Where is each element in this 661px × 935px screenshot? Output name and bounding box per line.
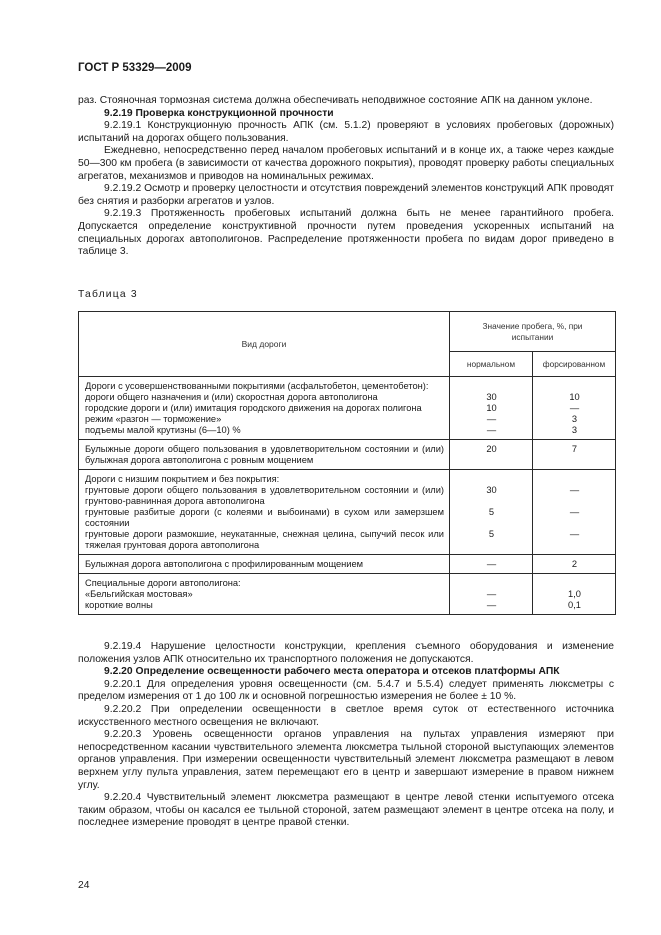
normal-value: — xyxy=(486,589,497,599)
normal-value: 30 xyxy=(486,485,497,495)
normal-value xyxy=(456,474,527,485)
paragraph: 9.2.19.1 Конструкционную прочность АПК (см. 5.1.2) проверяют в условиях пробеговых (дорожных) испытаний на дорогах общего пользования. xyxy=(78,120,614,144)
forced-value xyxy=(539,381,610,392)
forced-value: — xyxy=(569,485,580,495)
road-type-line: дороги общего назначения и (или) скоростная дорога автополигона xyxy=(85,392,378,402)
table-row xyxy=(79,470,616,555)
normal-value: 5 xyxy=(488,529,495,539)
forced-value: — xyxy=(569,507,580,517)
forced-value: 3 xyxy=(571,414,578,424)
normal-value-cell xyxy=(450,555,533,574)
upper-text-block xyxy=(78,95,614,259)
normal-value xyxy=(456,381,527,392)
road-type-line: Специальные дороги автополигона: xyxy=(85,578,241,588)
road-type-line: Дороги с усовершенствованными покрытиями (асфальтобетон, цементобетон): xyxy=(85,381,429,391)
road-type-line: Булыжные дороги общего пользования в удовлетворительном состоянии и (или) булыжная дорога автополигона с ровным мощением xyxy=(85,444,444,465)
road-type-line: грунтовые дороги размокшие, неукатанные, снежная целина, сыпучий песок или тяжелая грунтовая дорога автополигона xyxy=(85,529,444,550)
forced-value xyxy=(539,474,610,485)
road-type-line: грунтовые дороги общего пользования в удовлетворительном состоянии и (или) грунтово-равнинная дорога автополигона xyxy=(85,485,444,506)
road-type-line: Дороги с низшим покрытием и без покрытия: xyxy=(85,474,280,484)
road-type-cell xyxy=(79,574,450,615)
header-run-value: Значение пробега, %, при испытании xyxy=(450,312,616,352)
paragraph: 9.2.20.4 Чувствительный элемент люксметра размещают в центре левой стенки испытуемого отсека таким образом, чтобы он касался ее тыльной стороной, затем размещают элемент в центре отсека на полу, и последнее измерение проводят в центре правой стенки. xyxy=(78,792,614,829)
table-caption-word: Таблица xyxy=(78,289,127,300)
table-caption xyxy=(78,289,137,300)
lower-text-block xyxy=(78,641,614,830)
section-heading: 9.2.20 Определение освещенности рабочего места оператора и отсеков платформы АПК xyxy=(104,666,560,678)
normal-value-cell xyxy=(450,440,533,470)
forced-value-cell xyxy=(533,440,616,470)
paragraph: 9.2.19.4 Нарушение целостности конструкции, крепления съемного оборудования и изменение положения узлов АПК относительно их транспортного положения не допускаются. xyxy=(78,641,614,665)
forced-value-cell xyxy=(533,377,616,440)
road-type-line: Булыжная дорога автополигона с профилированным мощением xyxy=(85,559,364,569)
normal-value: — xyxy=(486,425,497,435)
forced-value: 1,0 xyxy=(568,589,581,599)
road-type-line: режим «разгон — торможение» xyxy=(85,414,222,424)
normal-value: — xyxy=(486,600,497,610)
normal-value-cell xyxy=(450,574,533,615)
page-number: 24 xyxy=(78,880,90,891)
standard-header: ГОСТ Р 53329—2009 xyxy=(78,62,192,74)
forced-value: — xyxy=(569,529,580,539)
table-row xyxy=(79,440,616,470)
header-normal: нормальном xyxy=(450,352,533,377)
forced-value: 3 xyxy=(571,425,578,435)
paragraph: 9.2.20.2 При определении освещенности в светлое время суток от естественного источника искусственного местного освещения не включают. xyxy=(78,703,614,728)
road-type-cell xyxy=(79,470,450,555)
forced-value-cell xyxy=(533,555,616,574)
road-type-cell xyxy=(79,555,450,574)
paragraph: 9.2.20.3 Уровень освещенности органов управления на пультах управления измеряют при непосредственном касании чувствительного элемента люксметра тыльной стороной выступающих элементов органов управления. При измерении освещенности чувствительный элемент люксметра размещают в левом верхнем углу пульта управления, затем перемещают его в центр и завершают измерение в правом нижнем углу. xyxy=(78,729,614,791)
forced-value: 0,1 xyxy=(568,600,581,610)
road-type-line: подъемы малой крутизны (6—10) % xyxy=(85,425,241,435)
paragraph: раз. Стояночная тормозная система должна обеспечивать неподвижное состояние АПК на данном уклоне. xyxy=(78,95,593,106)
road-type-cell xyxy=(79,440,450,470)
table-row xyxy=(79,574,616,615)
normal-value-cell xyxy=(450,470,533,555)
paragraph: Ежедневно, непосредственно перед началом пробеговых испытаний и в конце их, а также через каждые 50—300 км пробега (в зависимости от качества дорожного покрытия), проводят проверку работы специальных агрегатов, механизмов и приводов на номинальных режимах. xyxy=(78,145,614,182)
road-type-cell xyxy=(79,377,450,440)
normal-value: 10 xyxy=(486,403,497,413)
paragraph: 9.2.20.1 Для определения уровня освещенности (см. 5.4.7 и 5.5.4) следует применять люксметры с пределом измерения от 1 до 100 лк и основной погрешностью измерения не более ± 10 %. xyxy=(78,678,614,703)
table-row xyxy=(79,555,616,574)
forced-value xyxy=(539,578,610,589)
normal-value xyxy=(456,578,527,589)
header-forced: форсированном xyxy=(533,352,616,377)
section-heading: 9.2.19 Проверка конструкционной прочности xyxy=(104,107,334,119)
forced-value: 7 xyxy=(571,444,578,454)
road-type-line: грунтовые разбитые дороги (с колеями и выбоинами) в сухом или замерзшем состоянии xyxy=(85,507,444,528)
forced-value: 2 xyxy=(571,559,578,569)
forced-value: 10 xyxy=(569,392,580,402)
road-distance-table xyxy=(78,311,616,615)
normal-value-cell xyxy=(450,377,533,440)
header-road-type: Вид дороги xyxy=(79,312,450,377)
paragraph: 9.2.19.2 Осмотр и проверку целостности и отсутствия повреждений элементов конструкций АПК проводят без снятия и разборки агрегатов и узлов. xyxy=(78,183,614,207)
table-row xyxy=(79,377,616,440)
normal-value: — xyxy=(486,414,497,424)
paragraph: 9.2.19.3 Протяженность пробеговых испытаний должна быть не менее гарантийного пробега. Допускается определение конструктивной прочности путем проведения ускоренных испытаний на специальных дорогах автополигонов. Распределение протяженности пробега по видам дорог приведено в таблице 3. xyxy=(78,208,614,258)
forced-value: — xyxy=(569,403,580,413)
road-type-line: «Бельгийская мостовая» xyxy=(85,589,193,599)
forced-value-cell xyxy=(533,470,616,555)
normal-value: 30 xyxy=(486,392,497,402)
table-caption-number: 3 xyxy=(130,289,137,300)
normal-value: — xyxy=(486,559,497,569)
road-type-line: короткие волны xyxy=(85,600,153,610)
normal-value: 20 xyxy=(486,444,497,454)
road-type-line: городские дороги и (или) имитация городского движения на дорогах полигона xyxy=(85,403,422,413)
normal-value: 5 xyxy=(488,507,495,517)
forced-value-cell xyxy=(533,574,616,615)
